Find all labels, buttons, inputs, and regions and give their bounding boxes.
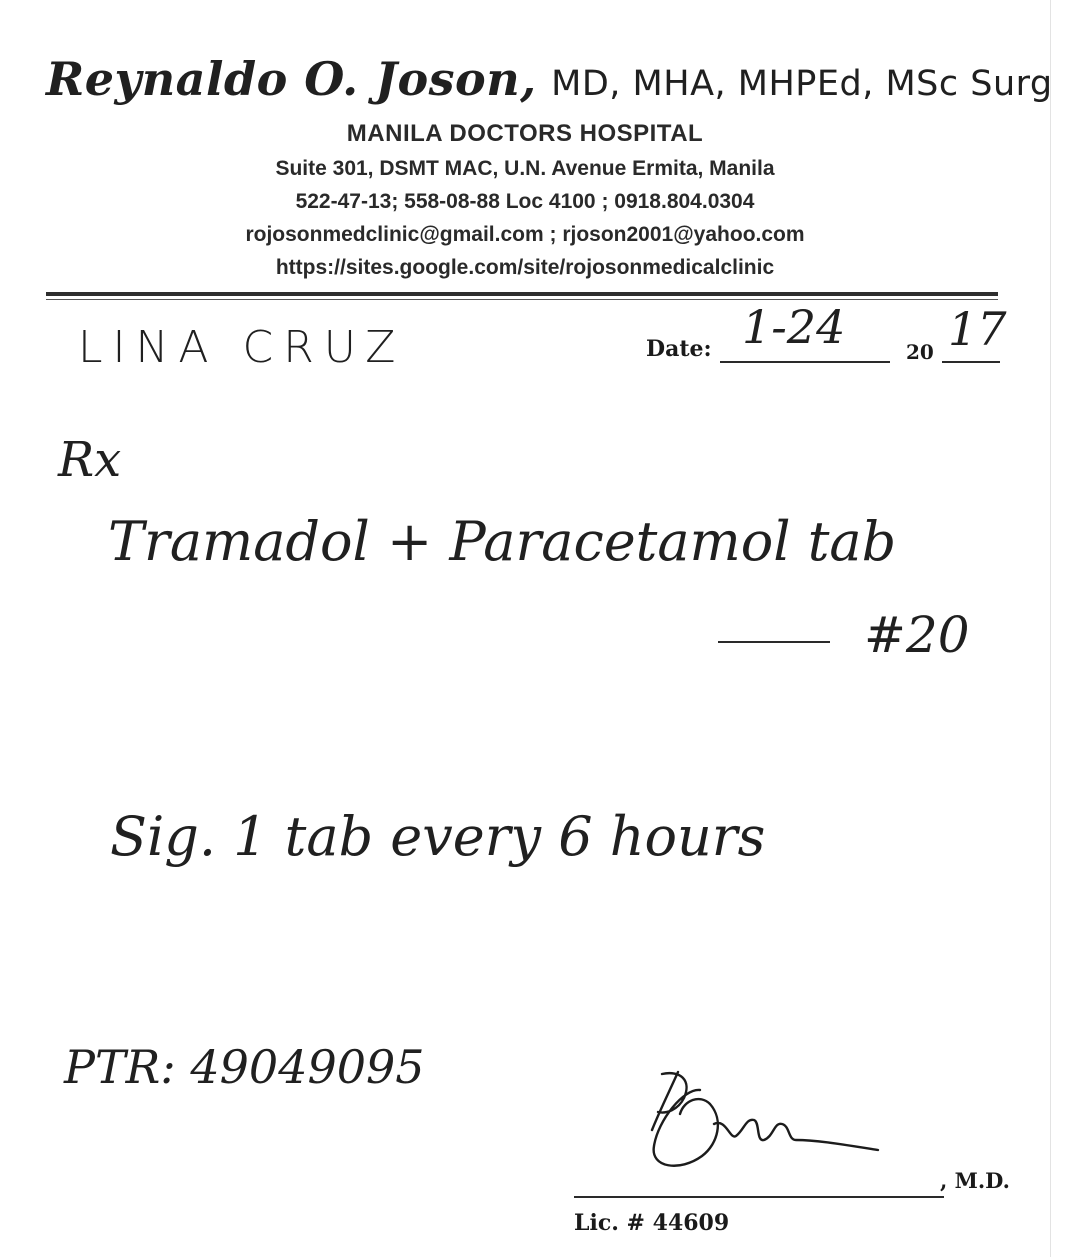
doctor-name: Reynaldo O. Joson, xyxy=(46,52,537,106)
letterhead-name-row xyxy=(46,52,1053,106)
letterhead-divider-thin xyxy=(46,299,998,300)
license-number: Lic. # 44609 xyxy=(574,1210,730,1236)
date-underline xyxy=(720,361,890,363)
hospital-name: MANILA DOCTORS HOSPITAL xyxy=(346,120,704,147)
medication-line: Tramadol + Paracetamol tab xyxy=(108,510,897,573)
year-value: 17 xyxy=(948,302,1007,356)
letterhead-divider-thick xyxy=(46,292,998,296)
date-label: Date: xyxy=(646,336,712,362)
year-prefix: 20 xyxy=(906,340,934,364)
clinic-address: Suite 301, DSMT MAC, U.N. Avenue Ermita, Manila xyxy=(275,157,775,180)
clinic-website: https://sites.google.com/site/rojosonmedicalclinic xyxy=(275,256,775,279)
clinic-emails: rojosonmedclinic@gmail.com ; rjoson2001@yahoo.com xyxy=(245,223,805,246)
year-underline xyxy=(942,361,1000,363)
date-value: 1-24 xyxy=(742,300,846,354)
paper-edge xyxy=(1050,0,1051,1257)
clinic-phones: 522-47-13; 558-08-88 Loc 4100 ; 0918.804.0304 xyxy=(295,190,755,213)
signature-line xyxy=(574,1196,944,1198)
quantity-dash xyxy=(718,641,830,643)
dosage-instructions: Sig. 1 tab every 6 hours xyxy=(110,805,766,868)
doctor-signature xyxy=(640,1060,890,1180)
quantity: #20 xyxy=(864,606,970,664)
patient-name: LINA CRUZ xyxy=(78,322,406,373)
rx-symbol: Rx xyxy=(58,432,122,488)
ptr-number: PTR: 49049095 xyxy=(64,1040,425,1094)
md-suffix: , M.D. xyxy=(940,1168,1010,1193)
doctor-credentials: MD, MHA, MHPEd, MSc Surg xyxy=(551,64,1053,104)
